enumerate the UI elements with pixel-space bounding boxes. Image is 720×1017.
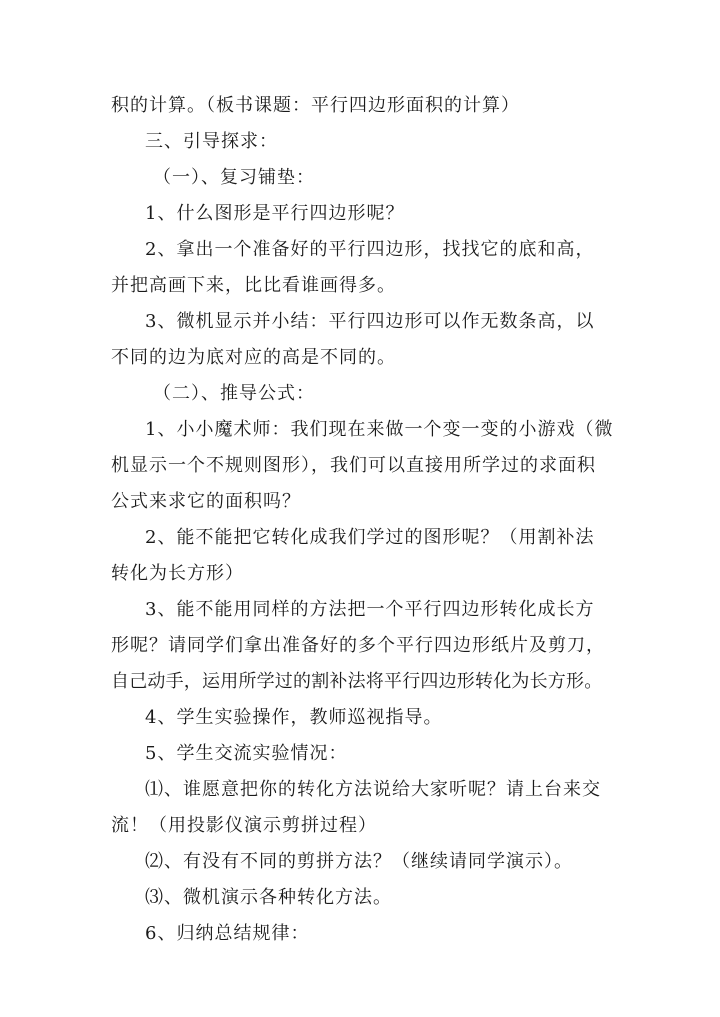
text-line-19: 5、学生交流实验情况： (145, 743, 348, 764)
text-line-11: 机显示一个不规则图形），我们可以直接用所学过的求面积 (111, 455, 596, 476)
text-line-18: 4、学生实验操作，教师巡视指导。 (145, 707, 443, 728)
text-line-10: 1、小小魔术师：我们现在来做一个变一变的小游戏（微 (145, 419, 614, 440)
subsection-heading-derive-formula: （二）、推导公式： (153, 383, 315, 404)
text-line-4: 1、什么图形是平行四边形呢？ (145, 203, 405, 224)
text-line-23: ⑶、微机演示各种转化方法。 (145, 887, 392, 908)
text-line-12: 公式来求它的面积吗？ (111, 491, 301, 512)
text-line-7: 3、微机显示并小结：平行四边形可以作无数条高，以 (145, 311, 595, 332)
text-line-13: 2、能不能把它转化成我们学过的图形呢？（用割补法 (145, 527, 595, 548)
text-line-16: 形呢？请同学们拿出准备好的多个平行四边形纸片及剪刀， (111, 635, 605, 656)
section-heading-guided-exploration: 三、引导探求： (145, 131, 278, 152)
subsection-heading-review: （一）、复习铺垫： (153, 167, 315, 188)
text-line-1: 积的计算。（板书课题：平行四边形面积的计算） (111, 95, 520, 116)
text-line-24: 6、归纳总结规律： (145, 923, 310, 944)
text-line-20: ⑴、谁愿意把你的转化方法说给大家听呢？请上台来交 (145, 779, 601, 800)
text-line-17: 自己动手，运用所学过的割补法将平行四边形转化为长方形。 (111, 671, 603, 692)
text-line-8: 不同的边为底对应的高是不同的。 (111, 347, 396, 368)
text-line-21: 流！（用投影仪演示剪拼过程） (111, 815, 377, 836)
text-line-5: 2、拿出一个准备好的平行四边形，找找它的底和高， (145, 239, 595, 260)
text-line-15: 3、能不能用同样的方法把一个平行四边形转化成长方 (145, 599, 595, 620)
text-line-14: 转化为长方形） (111, 563, 244, 584)
text-line-6: 并把高画下来，比比看谁画得多。 (111, 275, 396, 296)
text-line-22: ⑵、有没有不同的剪拼方法？（继续请同学演示）。 (145, 851, 573, 872)
